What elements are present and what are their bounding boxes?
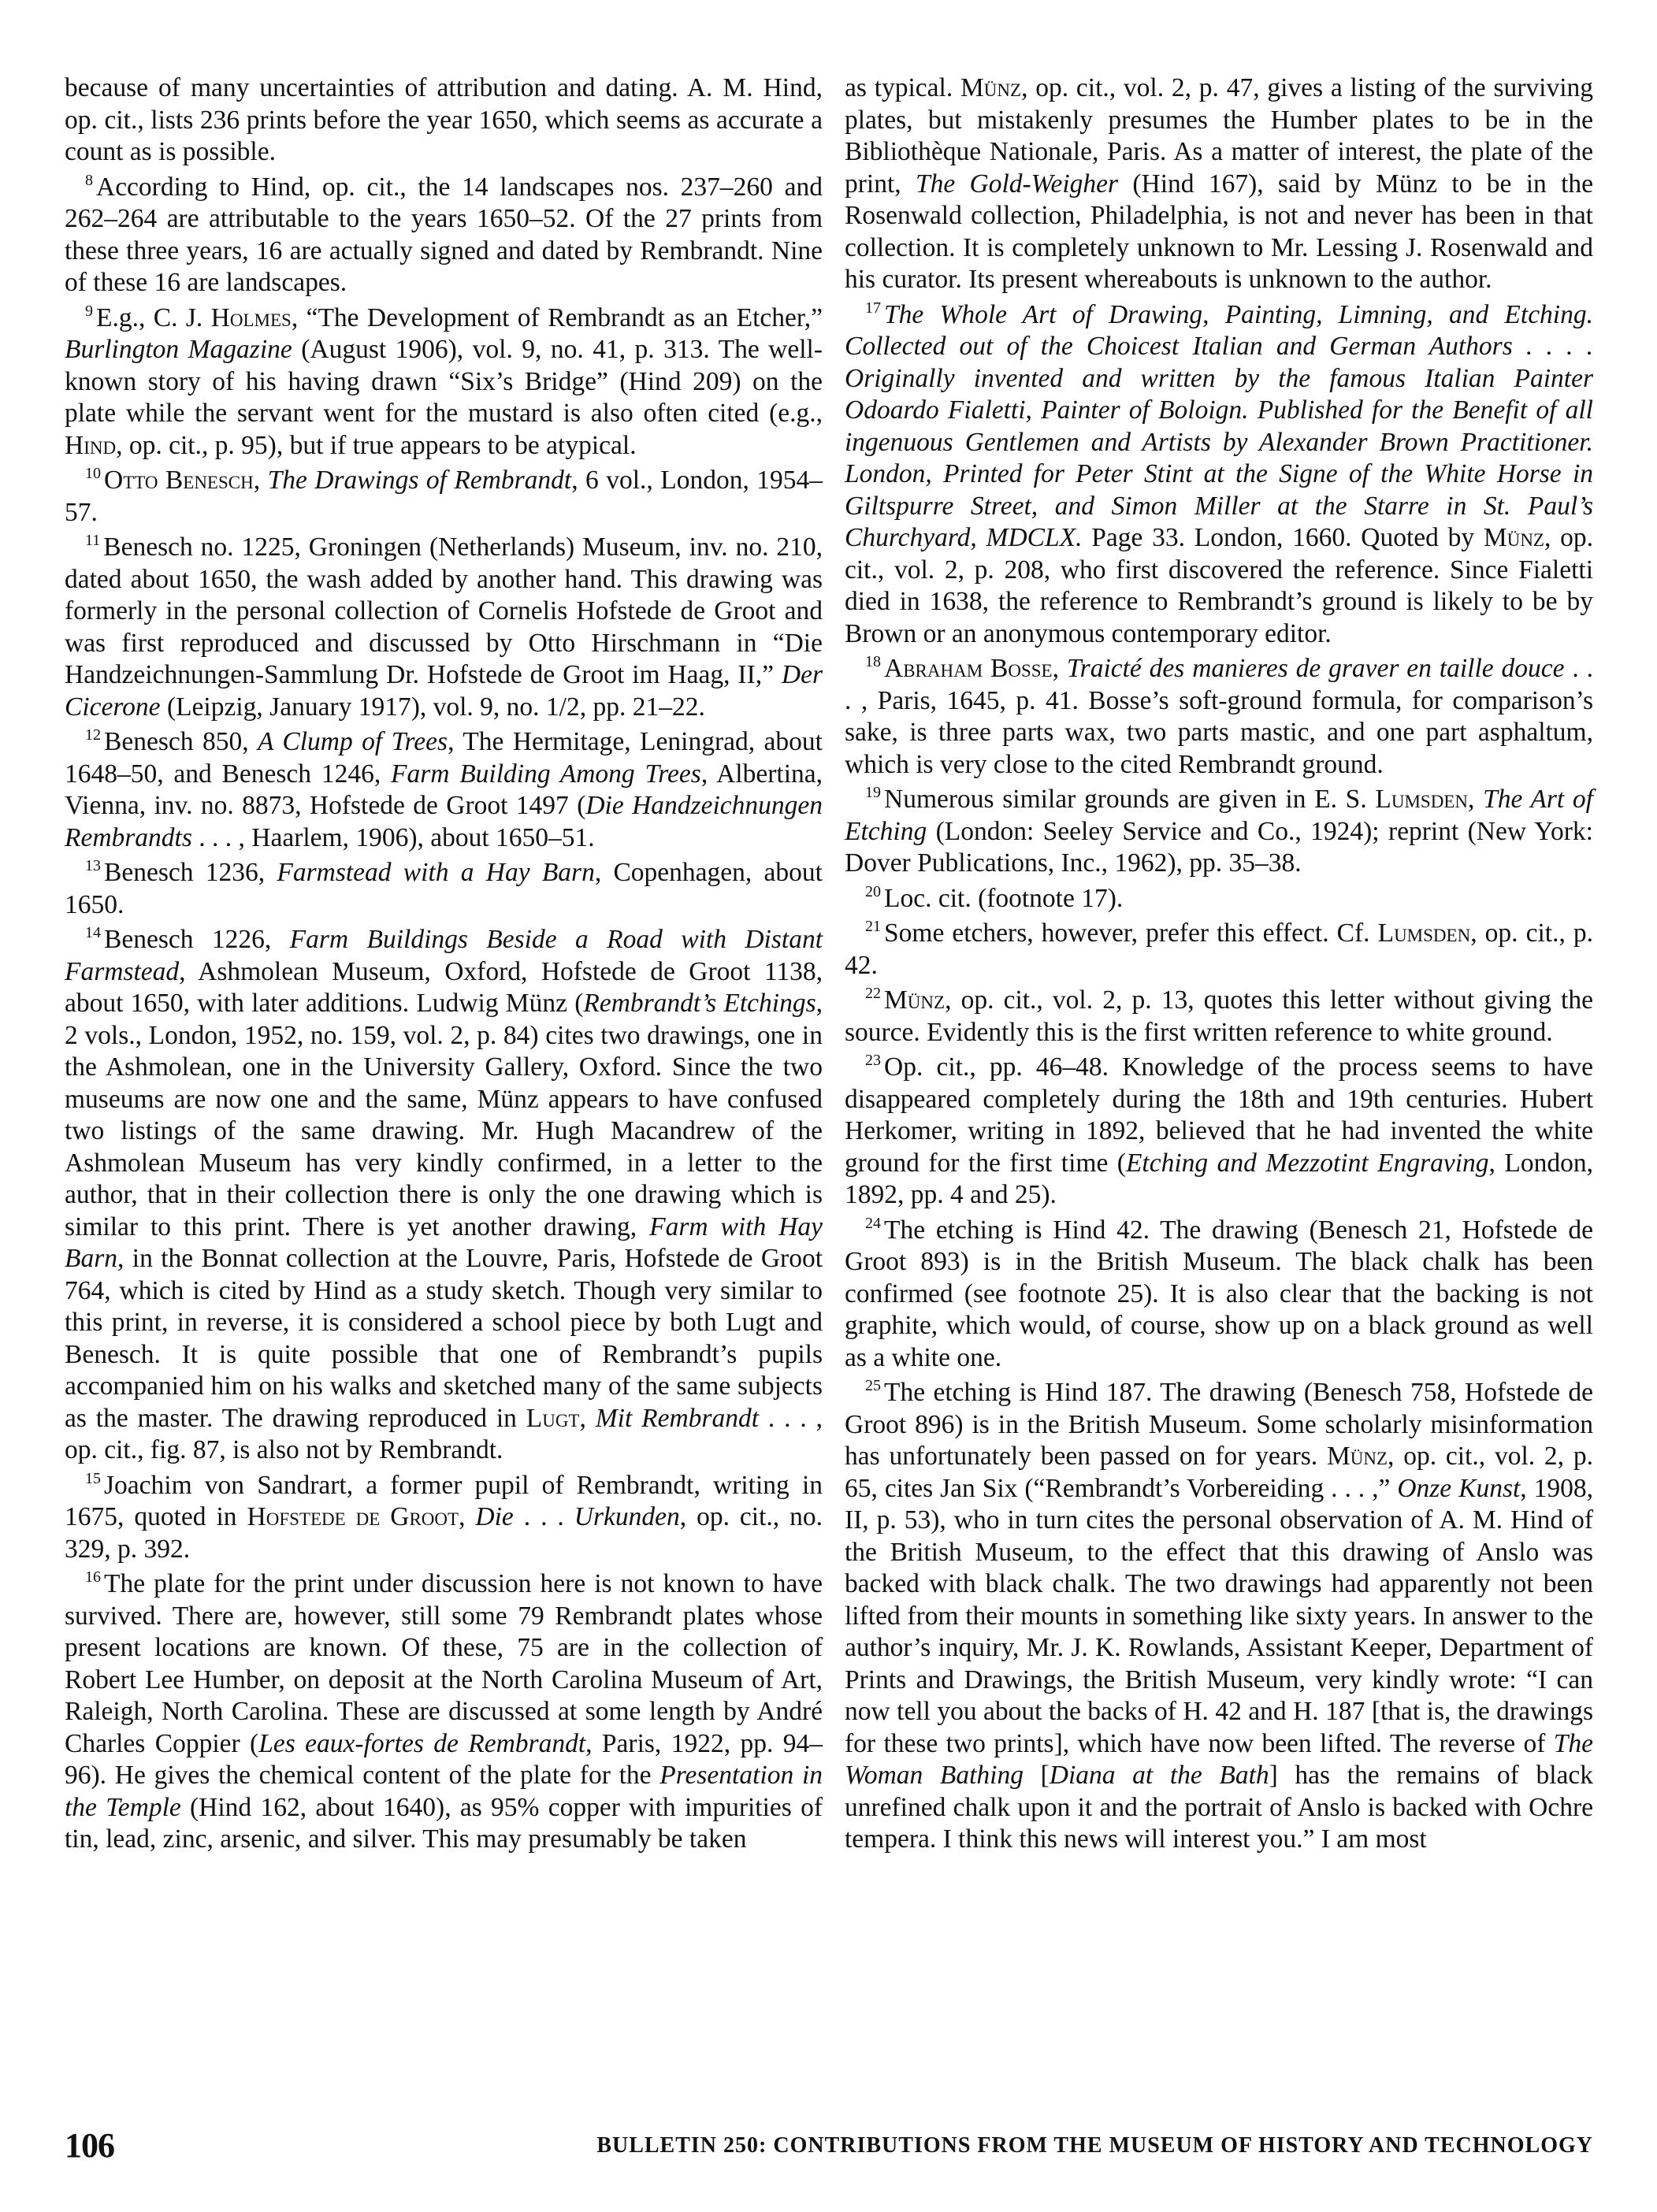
footnote-text: Numerous similar grounds are given in E. S. xyxy=(884,785,1376,814)
italic-title: Die xyxy=(475,1502,514,1531)
italic-title: Die Handzeichnungen Rembrandts xyxy=(65,791,823,852)
footnote-text: , 1908, II, p. 53), who in turn cites the personal observation of A. M. Hind of the British Museum, to the effect that this drawing of Anslo was backed with black chalk. The two drawings had apparently not been lifted from their mounts in something like sixty years. In answer to the author’s inquiry, Mr. J. K. Rowlands, Assistant Keeper, Department of Prints and Drawings, the British Museum, very kindly wrote: “I can now tell you about the backs of H. 42 and H. 187 [that is, the drawings for these two prints], which have now been lifted. The reverse of xyxy=(845,1473,1593,1758)
italic-title: Farm with Hay Barn xyxy=(65,1212,823,1273)
footnote-number: 9 xyxy=(85,302,93,320)
footnote-text: , op. cit., vol. 2, p. 208, who first discovered the reference. Since Fialetti died in 1638, the reference to Rembrandt’s ground is likely to be by Brown or an anonymous contemporary editor. xyxy=(845,523,1593,648)
italic-title: Traicté des manieres de graver en taille douce xyxy=(1066,654,1565,683)
footnote-number: 8 xyxy=(85,171,93,189)
footnote-text: Joachim von Sandrart, a former pupil of Rembrandt, writing in 1675, quoted in xyxy=(65,1470,823,1531)
footnote-text: , xyxy=(459,1502,476,1531)
footnote-number: 25 xyxy=(865,1377,881,1394)
footnote-text: , Copenhagen, about 1650. xyxy=(65,858,823,919)
author-name: Lumsden xyxy=(1375,785,1468,814)
italic-title: A Clump of Trees xyxy=(258,727,448,756)
footnote-text: (August 1906), vol. 9, no. 41, p. 313. The well-known story of his having drawn “Six’s Bridge” (Hind 209) on the plate while the servant went for the mustard is also often cited (e.g., xyxy=(65,335,823,428)
italic-title: The Drawings of Rembrandt xyxy=(267,466,572,495)
author-name: Münz xyxy=(1326,1442,1388,1471)
footnote-text: (London: Seeley Service and Co., 1924); reprint (New York: Dover Publications, Inc., 1962), pp. 35–38. xyxy=(845,816,1593,878)
footnote-number: 18 xyxy=(865,653,881,670)
footnote-text: , op. cit., no. 329, p. 392. xyxy=(65,1502,823,1564)
footnote-17 xyxy=(845,299,1593,651)
footnote-text: The plate for the print under discussion here is not known to have survived. There are, however, still some 79 Rembrandt plates whose present locations are known. Of these, 75 are in the collection of Robert Lee Humber, on deposit at the North Carolina Museum of Art, Raleigh, North Carolina. These are discussed at some length by André Charles Coppier ( xyxy=(65,1569,823,1758)
footnote-text: Loc. cit. (footnote 17). xyxy=(884,883,1124,913)
footnote-8 xyxy=(65,172,823,299)
italic-title: Rembrandt’s Etchings xyxy=(583,989,816,1018)
author-name: Abraham Bosse xyxy=(884,654,1053,683)
footnote-16 xyxy=(65,1568,823,1856)
footnote-19 xyxy=(845,784,1593,880)
footnote-number: 20 xyxy=(865,882,881,900)
footnote-24 xyxy=(845,1215,1593,1375)
footnote-text: Op. cit., pp. 46–48. Knowledge of the process seems to have disappeared completely during the 18th and 19th centuries. Hubert Herkomer, writing in 1892, believed that he had invented the white ground for the first time ( xyxy=(845,1052,1593,1178)
italic-title: Farmstead with a Hay Barn xyxy=(277,858,595,887)
footnote-text: , 6 vol., London, 1954–57. xyxy=(65,466,823,527)
footnote-number: 13 xyxy=(85,857,101,874)
author-name: Lugt xyxy=(526,1403,580,1433)
footnote-text: , in the Bonnat collection at the Louvre, Paris, Hofstede de Groot 764, which is cited by Hind as a study sketch. Though very similar to this print, in reverse, it is considered a school piece by both Lugt and Benesch. It is quite possible that one of Rembrandt’s pupils accompanied him on his walks and sketched many of the same subjects as the master. The drawing reproduced in xyxy=(65,1244,823,1433)
footnote-text: , “The Development of Rembrandt as an Etcher,” xyxy=(291,302,823,332)
footnote-text: , op. cit., p. 42. xyxy=(845,919,1594,980)
footnote-number: 11 xyxy=(85,532,101,549)
footnote-text: The etching is Hind 42. The drawing (Benesch 21, Hofstede de Groot 893) is in the British Museum. The black chalk has been confirmed (see footnote 25). It is also clear that the backing is not graphite, which would, of course, show up on a black ground as well as a white one. xyxy=(845,1215,1593,1372)
page-number: 106 xyxy=(65,2126,114,2165)
footnote-text: Benesch 1226, xyxy=(104,925,290,954)
footnote-text: . . . , Paris, 1645, p. 41. Bosse’s soft-ground formula, for comparison’s sake, is three parts wax, two parts mastic, and one part asphaltum, which is very close to the cited Rembrandt ground. xyxy=(845,654,1594,779)
footnote-13 xyxy=(65,857,823,921)
footnote-14 xyxy=(65,924,823,1467)
footnote-text: , Albertina, Vienna, inv. no. 8873, Hofstede de Groot 1497 ( xyxy=(65,759,823,820)
footnote-text: Benesch 1236, xyxy=(104,858,277,887)
footnote-text: Benesch 850, xyxy=(104,727,258,756)
footnote-text: because of many uncertainties of attribution and dating. A. M. Hind, op. cit., lists 236 prints before the year 1650, which seems as accurate a count as is possible. xyxy=(65,73,823,166)
footnote-23 xyxy=(845,1052,1593,1212)
footnote-text: [ xyxy=(1023,1761,1050,1790)
footnote-18 xyxy=(845,653,1593,781)
author-name: Münz xyxy=(1483,523,1544,552)
footnote-text: . . . xyxy=(513,1502,574,1531)
footnote-text: E.g., C. J. xyxy=(96,302,211,332)
footnote-text: , xyxy=(1052,654,1067,683)
author-name: Lumsden xyxy=(1377,919,1471,948)
footnote-text: , xyxy=(1468,785,1484,814)
footnote-text: , op. cit., p. 95), but if true appears to be atypical. xyxy=(116,430,637,460)
footnote-number: 17 xyxy=(865,299,881,317)
italic-title: Diana at the Bath xyxy=(1049,1761,1269,1790)
italic-title: Der Cicerone xyxy=(65,660,823,722)
italic-title: Farm Buildings Beside a Road with Distant Farmstead xyxy=(65,925,823,986)
footnote-text: The etching is Hind 187. The drawing (Benesch 758, Hofstede de Groot 896) is in the British Museum. Some scholarly misinformation has unfortunately been passed on for years. xyxy=(845,1378,1593,1471)
footnote-15 xyxy=(65,1470,823,1566)
italic-title: Mit Rembrandt xyxy=(595,1403,759,1433)
footnote-text: , op. cit., vol. 2, p. 13, quotes this letter without giving the source. Evidently this is the first written reference to white ground. xyxy=(845,985,1593,1047)
footnote-number: 14 xyxy=(85,924,101,941)
italic-title: Onze Kunst xyxy=(1397,1473,1521,1503)
footnote-number: 19 xyxy=(865,784,881,801)
author-name: Otto Benesch xyxy=(104,466,254,495)
footnote-20 xyxy=(845,883,1593,915)
italic-title: The Gold-Weigher xyxy=(915,169,1119,199)
footnote-text: as typical. xyxy=(845,73,961,102)
footnote-text: . . . , Haarlem, 1906), about 1650–51. xyxy=(191,822,595,852)
italic-title: The Whole Art of Drawing, Painting, Limning, and Etching. Collected out of the Choicest Italian and German Authors . . . . Originally invented and written by the famous Italian Painter Odoardo Fialetti, Painter of Boloign. Published for the Benefit of all ingenuous Gentlemen and Artists by Alexander Brown Practitioner. London, Printed for Peter Stint at the Signe of the White Horse in Giltspurre Street, and Simon Miller at the Starre in St. Paul’s Churchyard, MDCLX. xyxy=(845,299,1593,552)
footnote-text: ] has the remains of black unrefined chalk upon it and the portrait of Anslo is backed with Ochre tempera. I think this news will interest you.” I am most xyxy=(845,1761,1593,1854)
author-name: Münz xyxy=(884,985,946,1015)
page-footer xyxy=(65,2125,1593,2173)
left-column-footnotes xyxy=(65,72,823,1859)
footnote-text: , London, 1892, pp. 4 and 25). xyxy=(845,1148,1593,1209)
footnote-9 xyxy=(65,302,823,462)
footnote-text: , Paris, 1922, pp. 94–96). He gives the chemical content of the plate for the xyxy=(65,1728,823,1790)
footnote-number: 15 xyxy=(85,1469,101,1487)
footnote-number: 16 xyxy=(85,1568,101,1586)
author-name: Holmes xyxy=(210,302,292,332)
footnote-25 xyxy=(845,1377,1593,1856)
footnote-text: According to Hind, op. cit., the 14 landscapes nos. 237–260 and 262–264 are attributable to the years 1650–52. Of the 27 prints from these three years, 16 are actually signed and dated by Rembrandt. Nine of these 16 are landscapes. xyxy=(65,172,823,297)
italic-title: Urkunden xyxy=(574,1502,680,1531)
italic-title: Farm Building Among Trees xyxy=(390,759,701,789)
footnote-text: (Hind 162, about 1640), as 95% copper with impurities of tin, lead, zinc, arsenic, and silver. This may presumably be taken xyxy=(65,1792,823,1854)
footnote-continuation xyxy=(65,72,823,169)
right-column-footnotes xyxy=(845,72,1593,1859)
italic-title: Etching and Mezzotint Engraving xyxy=(1125,1148,1489,1178)
footnote-12 xyxy=(65,726,823,854)
italic-title: The Art of Etching xyxy=(845,785,1593,846)
footnote-21 xyxy=(845,918,1593,982)
footnote-text: Page 33. London, 1660. Quoted by xyxy=(1082,523,1484,552)
footnote-11 xyxy=(65,532,823,723)
author-name: Münz xyxy=(960,73,1022,102)
author-name: Hind xyxy=(65,430,117,460)
footnote-10 xyxy=(65,465,823,529)
footnote-text: Benesch no. 1225, Groningen (Netherlands) Museum, inv. no. 210, dated about 1650, the wash added by another hand. This drawing was formerly in the personal collection of Cornelis Hofstede de Groot and was first reproduced and discussed by Otto Hirschmann in “Die Handzeichnungen-Sammlung Dr. Hofstede de Groot im Haag, II,” xyxy=(65,533,823,689)
footnote-number: 24 xyxy=(865,1214,881,1232)
footnote-number: 12 xyxy=(85,726,101,744)
italic-title: Les eaux-fortes de Rembrandt xyxy=(258,1728,586,1758)
italic-title: Presentation in the Temple xyxy=(65,1761,823,1822)
footnote-text: , op. cit., vol. 2, p. 65, cites Jan Six (“Rembrandt’s Vorbereiding . . . ,” xyxy=(845,1442,1593,1503)
footnote-text: , xyxy=(579,1403,596,1433)
footnote-text: (Hind 167), said by Münz to be in the Rosenwald collection, Philadelphia, is not and never has been in that collection. It is completely unknown to Mr. Lessing J. Rosenwald and his curator. Its present whereabouts is unknown to the author. xyxy=(845,169,1593,294)
italic-title: Burlington Magazine xyxy=(65,335,292,364)
footnote-22 xyxy=(845,985,1593,1048)
footnote-text: , xyxy=(253,466,268,495)
footnote-text: , 2 vols., London, 1952, no. 159, vol. 2, p. 84) cites two drawings, one in the Ashmolean, one in the University Gallery, Oxford. Since the two museums are now one and the same, Münz appears to have confused two listings of the same drawing. Mr. Hugh Macandrew of the Ashmolean Museum has very kindly confirmed, in a letter to the author, that in their collection there is only the one drawing which is similar to this print. There is yet another drawing, xyxy=(65,989,823,1241)
footnote-text: (Leipzig, January 1917), vol. 9, no. 1/2, pp. 21–22. xyxy=(160,692,705,722)
footnote-number: 10 xyxy=(85,465,101,482)
footnote-text: . . . , op. cit., fig. 87, is also not by Rembrandt. xyxy=(65,1403,823,1464)
footnote-number: 22 xyxy=(865,985,881,1002)
footnote-continuation xyxy=(845,72,1593,296)
author-name: Hofstede de Groot xyxy=(247,1502,459,1531)
footnote-number: 21 xyxy=(865,918,881,935)
footnote-text: Some etchers, however, prefer this effect. Cf. xyxy=(884,919,1378,948)
running-head: BULLETIN 250: CONTRIBUTIONS FROM THE MUSEUM OF HISTORY AND TECHNOLOGY xyxy=(596,2133,1593,2158)
footnote-text: , The Hermitage, Leningrad, about 1648–50, and Benesch 1246, xyxy=(65,727,823,789)
footnote-text: , Ashmolean Museum, Oxford, Hofstede de Groot 1138, about 1650, with later additions. Ludwig Münz ( xyxy=(65,956,823,1018)
footnote-number: 23 xyxy=(865,1052,881,1069)
footnote-text: , op. cit., vol. 2, p. 47, gives a listing of the surviving plates, but mistakenly presumes the Humber plates to be in the Bibliothèque Nationale, Paris. As a matter of interest, the plate of the print, xyxy=(845,73,1593,199)
italic-title: The Woman Bathing xyxy=(845,1728,1593,1790)
